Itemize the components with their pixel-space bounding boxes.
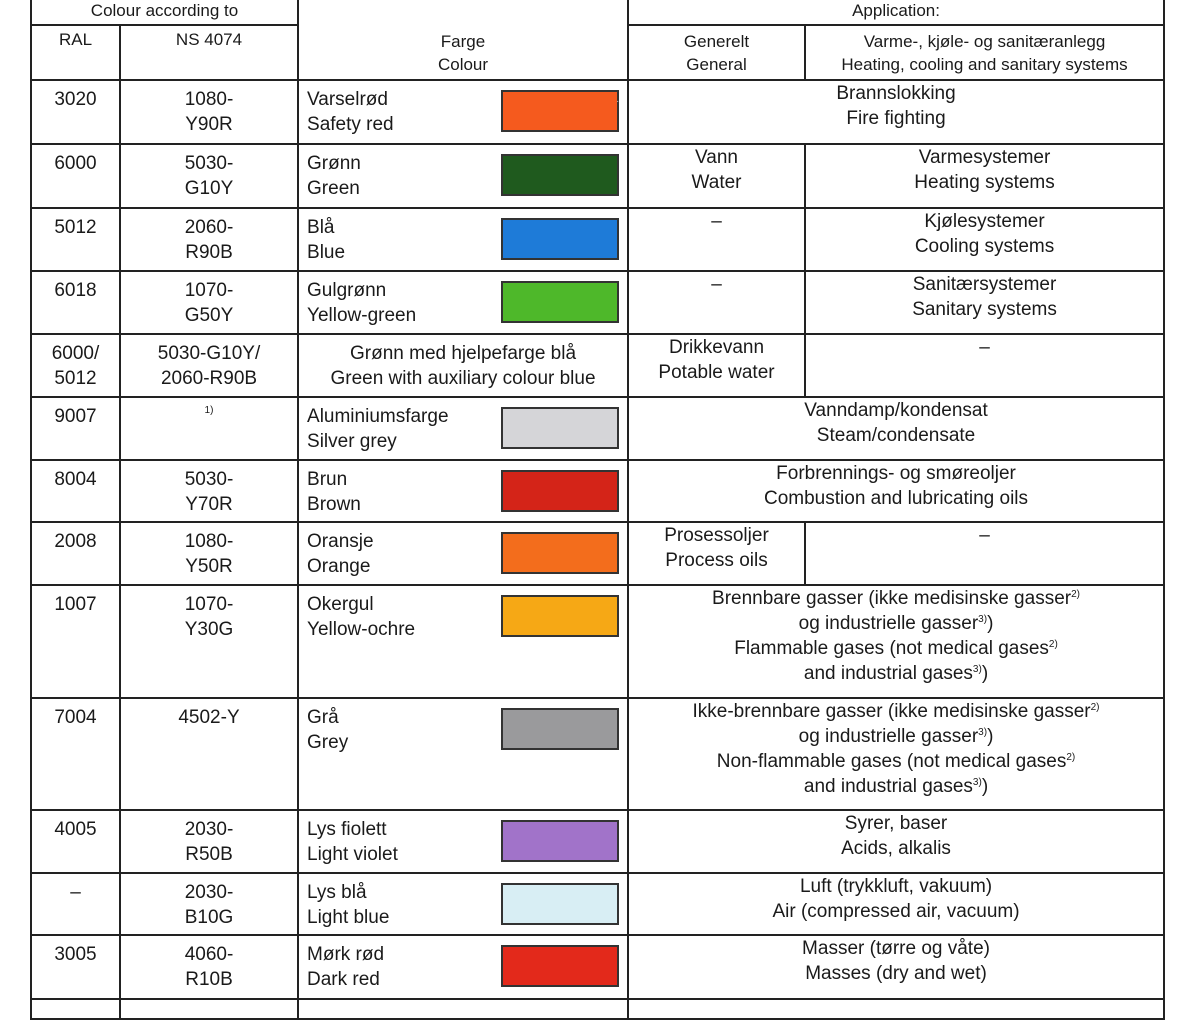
- application: [628, 460, 1164, 522]
- colour-name-no: Oransje: [307, 531, 374, 552]
- ral-code: 9007: [54, 406, 97, 427]
- colour-name: [299, 335, 627, 391]
- footnote-ref: 2): [1066, 752, 1076, 763]
- colour-name-no: Okergul: [307, 594, 374, 615]
- application: [628, 810, 1164, 873]
- colour-name-no: Grå: [307, 707, 339, 728]
- colour-name-no: Mørk rød: [307, 944, 385, 965]
- ns-code-line1: 5030-: [184, 469, 234, 490]
- ral-code: 8004: [54, 469, 97, 490]
- general: [628, 208, 805, 271]
- ns-code-line1: 2060-: [184, 217, 234, 238]
- colour-swatch: [501, 90, 619, 132]
- application-text: ): [981, 776, 989, 797]
- application: [805, 334, 1164, 397]
- ral-code: 3005: [54, 944, 97, 965]
- colour-name-no: Grønn: [307, 153, 361, 174]
- application-text: and industrial gases: [803, 776, 973, 797]
- table-row: [31, 585, 1164, 698]
- application-text: ): [987, 726, 994, 747]
- application: [628, 397, 1164, 460]
- footnote-ref: 2): [1071, 589, 1080, 600]
- ns-code-line2: Y50R: [185, 556, 233, 577]
- colour-name-en: Brown: [307, 494, 361, 515]
- footnote-ref: 3): [978, 727, 988, 738]
- header-ral-text: RAL: [58, 30, 93, 49]
- colour-swatch: [501, 218, 619, 260]
- ral-code: 4005: [54, 819, 97, 840]
- application-no: Syrer, baser: [844, 813, 948, 834]
- colour-swatch: [501, 532, 619, 574]
- ns-code-line1: 4060-: [184, 944, 234, 965]
- application-line: [629, 661, 1163, 686]
- header-ns-text: NS 4074: [175, 30, 243, 49]
- application-dash: –: [979, 525, 990, 546]
- application: [628, 935, 1164, 999]
- header-colour: [298, 0, 628, 80]
- header-colour-according-to: [31, 0, 298, 25]
- application-line: [629, 586, 1163, 611]
- ns-code-line2: Y70R: [185, 494, 233, 515]
- table-row: [31, 80, 1164, 144]
- table-row: [31, 397, 1164, 460]
- colour-swatch: [501, 708, 619, 750]
- ns-code: [121, 936, 297, 992]
- ns-code: [121, 811, 297, 867]
- colour-name-en: Green with auxiliary colour blue: [330, 368, 596, 389]
- ns-code-line2: Y90R: [185, 114, 233, 135]
- colour-name-en: Dark red: [307, 969, 380, 990]
- table-row: [31, 935, 1164, 999]
- ns-code-line1: 2030-: [184, 882, 234, 903]
- header-systems: [805, 25, 1164, 80]
- application-no: Kjølesystemer: [924, 211, 1045, 232]
- header-general: [628, 25, 805, 80]
- general: [628, 271, 805, 334]
- application-text: Flammable gases (not medical gases: [734, 638, 1049, 659]
- colour-swatch: [501, 820, 619, 862]
- table-row: [31, 810, 1164, 873]
- ns-code-line2: G10Y: [184, 178, 234, 199]
- colour-name-no: Varselrød: [307, 89, 388, 110]
- application-no: Vanndamp/kondensat: [804, 400, 988, 421]
- general-dash: –: [711, 274, 722, 295]
- application-no: Forbrennings- og smøreoljer: [776, 463, 1016, 484]
- application: [628, 585, 1164, 698]
- ns-code-line2: 2060-R90B: [160, 368, 258, 389]
- application-en: Acids, alkalis: [841, 838, 951, 859]
- ns-code-line1: 2030-: [184, 819, 234, 840]
- application-line: [629, 724, 1163, 749]
- footnote-ref: 2): [1090, 702, 1100, 713]
- header-colour-no: Farge: [440, 32, 486, 51]
- application-text: og industrielle gasser: [798, 613, 979, 634]
- general: [628, 334, 805, 397]
- ral-code: 6000: [54, 153, 97, 174]
- ral-code-line1: 6000/: [51, 343, 100, 364]
- ns-code: [121, 335, 297, 391]
- ns-code: [121, 272, 297, 328]
- general: [628, 144, 805, 208]
- colour-swatch: [501, 883, 619, 925]
- general-no: Drikkevann: [668, 337, 765, 358]
- application-en: Cooling systems: [914, 236, 1055, 257]
- ns-code-line2: B10G: [184, 907, 234, 928]
- application-line: [629, 611, 1163, 636]
- application-text: ): [987, 613, 994, 634]
- application-line: [629, 636, 1163, 661]
- colour-name-en: Yellow-ochre: [307, 619, 416, 640]
- ns-code: [121, 81, 297, 137]
- ral-code-line2: 5012: [54, 368, 97, 389]
- colour-swatch: [501, 945, 619, 987]
- ns-code: 4502-Y: [178, 707, 240, 728]
- ns-code-line1: 5030-G10Y/: [157, 343, 261, 364]
- application-no: Varmesystemer: [918, 147, 1051, 168]
- colour-name-no: Gulgrønn: [307, 280, 387, 301]
- ral-code: 1007: [54, 594, 97, 615]
- application: [628, 873, 1164, 935]
- table-row: [31, 698, 1164, 810]
- application-en: Heating systems: [914, 172, 1055, 193]
- colour-name-en: Light violet: [307, 844, 398, 865]
- header-application: [628, 0, 1164, 25]
- footnote-ref: 3): [972, 777, 982, 788]
- colour-name-en: Orange: [307, 556, 371, 577]
- ns-code-line2: R90B: [185, 242, 233, 263]
- ral-code: [32, 335, 119, 391]
- application-no: Sanitærsystemer: [912, 274, 1057, 295]
- application-line: [629, 774, 1163, 799]
- colour-name-en: Blue: [307, 242, 346, 263]
- header-colour-en: Colour: [437, 55, 489, 74]
- colour-swatch: [501, 595, 619, 637]
- colour-swatch: [501, 470, 619, 512]
- ns-code-line2: Y30G: [184, 619, 234, 640]
- colour-name-no: Aluminiumsfarge: [307, 406, 449, 427]
- ns-code-line1: 1070-: [184, 594, 234, 615]
- colour-name-en: Light blue: [307, 907, 390, 928]
- application-line: [629, 749, 1163, 774]
- application: [805, 208, 1164, 271]
- application-en: Fire fighting: [846, 108, 946, 129]
- application-text: og industrielle gasser: [798, 726, 979, 747]
- table-row: [31, 873, 1164, 935]
- footnote-ref: 2): [1048, 639, 1058, 650]
- application-no: Brannslokking: [836, 83, 956, 104]
- ns-code-line2: R50B: [185, 844, 233, 865]
- header-ns: [120, 25, 298, 80]
- application-text: ): [981, 663, 989, 684]
- header-ral: [31, 25, 120, 80]
- colour-swatch: [501, 154, 619, 196]
- colour-name-no: Brun: [307, 469, 348, 490]
- application-en: Sanitary systems: [912, 299, 1057, 320]
- general-en: Process oils: [665, 550, 768, 571]
- ral-code: 5012: [54, 217, 97, 238]
- application-text: Non-flammable gases (not medical gases: [716, 751, 1067, 772]
- application-en: Air (compressed air, vacuum): [772, 901, 1020, 922]
- table-row: [31, 522, 1164, 585]
- table-row: [31, 271, 1164, 334]
- colour-swatch: [501, 281, 619, 323]
- application: [805, 522, 1164, 585]
- application: [628, 698, 1164, 810]
- colour-name-en: Yellow-green: [307, 305, 417, 326]
- application-text: Brennbare gasser (ikke medisinske gasser: [712, 588, 1072, 609]
- ns-code-line1: 5030-: [184, 153, 234, 174]
- footnote-ref: 3): [978, 614, 988, 625]
- colour-name-no: Lys fiolett: [307, 819, 387, 840]
- application-line: [629, 699, 1163, 724]
- table-row: [31, 208, 1164, 271]
- ns-code-line1: 1070-: [184, 280, 234, 301]
- colour-name-no: Blå: [307, 217, 335, 238]
- general-dash: –: [711, 211, 722, 232]
- colour-name-en: Silver grey: [307, 431, 397, 452]
- application-no: Luft (trykkluft, vakuum): [799, 876, 993, 897]
- ns-code-line2: G50Y: [184, 305, 234, 326]
- ns-code: [121, 461, 297, 517]
- ns-code: [121, 874, 297, 930]
- ns-code: [121, 209, 297, 265]
- colour-name-en: Safety red: [307, 114, 394, 135]
- ns-code: [121, 145, 297, 201]
- ns-code-line1: 1080-: [184, 89, 234, 110]
- table-row-partial: [31, 999, 1164, 1019]
- application-dash: –: [979, 337, 990, 358]
- table-row: [31, 144, 1164, 208]
- table-row: [31, 334, 1164, 397]
- ral-code: –: [70, 882, 81, 903]
- ns-code-line2: R10B: [185, 969, 233, 990]
- colour-swatch: [501, 407, 619, 449]
- application-text: Ikke-brennbare gasser (ikke medisinske gasser: [692, 701, 1091, 722]
- application-no: Masser (tørre og våte): [802, 938, 990, 959]
- table-row: [31, 460, 1164, 522]
- colour-name-en: Green: [307, 178, 360, 199]
- general-no: Prosessoljer: [664, 525, 769, 546]
- application-en: Masses (dry and wet): [805, 963, 987, 984]
- ns-code: [121, 523, 297, 579]
- pipe-colour-table: [30, 0, 1165, 1020]
- general: [628, 522, 805, 585]
- ral-code: 7004: [54, 707, 97, 728]
- ns-code-line1: 1080-: [184, 531, 234, 552]
- general-marker: ·: [616, 96, 620, 107]
- application: [805, 144, 1164, 208]
- application-text: and industrial gases: [803, 663, 973, 684]
- application-en: Combustion and lubricating oils: [764, 488, 1029, 509]
- header-application-text: Application:: [852, 1, 940, 20]
- general-en: Water: [691, 172, 742, 193]
- application: [805, 271, 1164, 334]
- ral-code: 2008: [54, 531, 97, 552]
- ns-footnote: 1): [204, 405, 214, 416]
- ns-code: [121, 586, 297, 642]
- colour-name-no: Grønn med hjelpefarge blå: [350, 343, 577, 364]
- application-en: Steam/condensate: [816, 425, 976, 446]
- colour-name-no: Lys blå: [307, 882, 367, 903]
- ral-code: 6018: [54, 280, 97, 301]
- header-systems-no: Varme-, kjøle- og sanitæranlegg: [863, 32, 1106, 51]
- header-general-no: Generelt: [683, 32, 750, 51]
- application: [616, 80, 1164, 144]
- colour-name-en: Grey: [307, 732, 349, 753]
- general-en: Potable water: [658, 362, 775, 383]
- header-general-en: General: [686, 55, 747, 74]
- header-systems-en: Heating, cooling and sanitary systems: [841, 55, 1128, 74]
- footnote-ref: 3): [972, 664, 982, 675]
- ral-code: 3020: [54, 89, 97, 110]
- header-colour-according-to-text: Colour according to: [90, 1, 239, 20]
- general-no: Vann: [695, 147, 738, 168]
